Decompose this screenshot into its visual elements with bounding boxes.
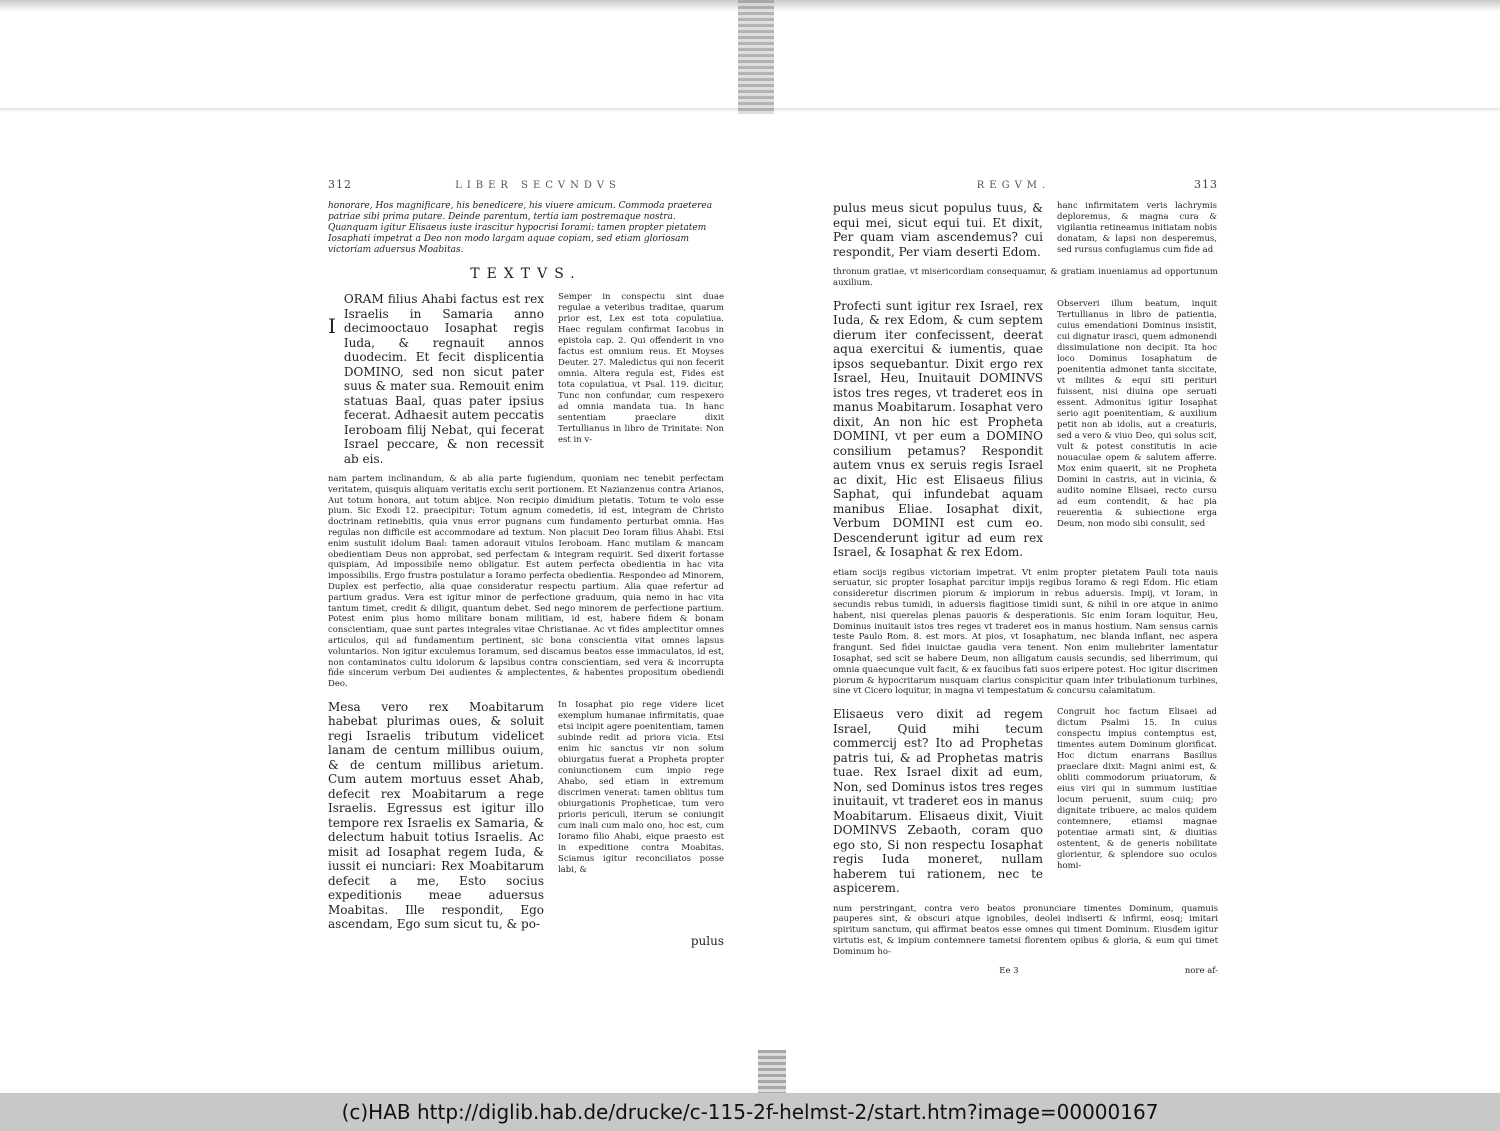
running-head-right — [833, 178, 1218, 191]
binding-gutter-bottom — [758, 1050, 786, 1094]
commentary-column: Semper in conspectu sint duae regulae a veteribus traditae, quarum prior est, Lex est tota copulatiua. Haec regulam confirmat Iacobus in epistola cap. 2. Qui offenderit in vno factus est omnium reus. Et Moyses Deuter. 27. Maledictus qui non fecerit omnia. Altera regula est, Fides est tota copulatiua, vt Psal. 119. dicitur, Tunc non confundar, cum respexero ad omnia mandata tua. In hanc sententiam praeclare dixit Tertullianus in libro de Trinitate: Non est in v- — [558, 292, 724, 445]
biblical-text: Mesa vero rex Moabitarum habebat plurimas oues, & soluit regi Israelis tributum videlicet lanam de centum millibus ouium, & de centum millibus arietum. Cum autem mortuus esset Ahab, defecit rex Moabitarum a rege Israelis. Egressus est igitur illo tempore rex Israelis ex Samaria, & delectum habuit totius Israelis. Ac misit ad Iosaphat regem Iuda, & iussit ei nunciari: Rex Moabitarum defecit a me, Esto socius expeditionis meae aduersus Moabitas. Ille respondit, Ego ascendam, Ego sum sicut tu, & po- — [328, 699, 544, 932]
intro-paragraph: honorare, Hos magnificare, his benedicere, his viuere amicum. Commoda praeterea patriae sibi prima putare. Deinde parentum, tertia iam postremaque nostra. Quanquam igitur Elisaeus iuste irascitur hypocrisi Iorami: tamen propter pietatem Iosaphati impetrat a Deo non modo largam aquae copiam, sed etiam gloriosam victoriam aduersus Moabitas. — [328, 201, 713, 255]
commentary-column: hanc infirmitatem veris lachrymis deploremus, & magna cura & vigilantia retineamus initiatam nobis donatam, & lapsi non desperemus, sed rursus confugiamus cum fide ad — [1057, 201, 1217, 255]
footer-credit-bar — [0, 1093, 1500, 1131]
commentary-full-width: nam partem inclinandum, & ab alia parte fugiendum, quoniam nec tenebit perfectam veritatem, quisquis aliquam veritatis exclu serit portionem. Et Nazianzenus contra Arianos, Aut totum honora, aut totum abijce. Non recipio dimidium pietatis. Totum te volo esse pium. Sic Exodi 12. praecipitur: Totum agnum comedetis, id est, integram de Christo doctrinam retinebitis, quia vnus error pugnans cum fundamento perturbat omnia. Has regulas non difficile est accommodare ad textum. Non placuit Deo Ioram filius Ahabi. Etsi enim sustulit idolum Baal: tamen adorauit vitulos Ieroboam. Hanc mutilam & mancam obedientiam Deus non approbat, sed perfectam & integram requirit. Sed dixerit fortasse quispiam, Ad impossibile nemo obligatur. Est autem perfecta obedientia in hac vita impossibilis. Ergo frustra postulatur a Ioramo perfecta obedientia. Respondeo ad Minorem, Duplex est perfectio, alia quae consideratur respectu partium. Alia quae refertur ad partium gradus. Vera est igitur minor de perfectione graduum, quia nemo in hac vita tantum timet, credit & diligit, quantum debet. Sed nego minorem de perfectione partium. Potest enim pius homo militare bonam militiam, id est, habere fidem & bonam conscientiam, quae sunt partes integrales vitae Christianae. Ac vt fides amplectitur omnes articulos, qui ad fundamentum pertinent, sic bona conscientia vitat omnes lapsus voluntarios. Non igitur exculemus Ioramum, sed discamus beatos esse immaculatos, id est, non contaminatos cultu idolorum & lapsibus contra conscientiam, sed vera & incorrupta fide sincerum verbum Dei audientes & amplectentes, & habentes propositum obediendi Deo. — [328, 474, 724, 690]
text-block-3 — [833, 707, 1218, 896]
commentary-full-width: num perstringant, contra vero beatos pronunciare timentes Dominum, quamuis pauperes sint, & obscuri atque ignobiles, deolei indiserti & infirmi, eosq; imitari spiritum sanctum, qui affirmat beatos esse omnes qui timent Dominum. Eiusdem igitur virtutis est, & impium contemnere tametsi florentem opibus & gloria, & eum qui timet Dominum ho- — [833, 903, 1218, 957]
running-head-title: REGVM. — [976, 180, 1051, 191]
right-page — [833, 178, 1218, 976]
text-block-2 — [833, 299, 1218, 560]
text-column — [328, 292, 544, 466]
running-head-left — [328, 178, 724, 191]
commentary-full-width: thronum gratiae, vt misericordiam consequamur, & gratiam inueniamus ad opportunum auxilium. — [833, 267, 1218, 288]
left-page — [328, 178, 724, 948]
biblical-text: Profecti sunt igitur rex Israel, rex Iuda, & rex Edom, & cum septem dierum iter confecissent, deerat aqua exercitui & iumentis, quae ipsos sequebantur. Dixit ergo rex Israel, Heu, Inuitauit DOMINVS istos tres reges, vt traderet eos in manus Moabitarum. Iosaphat vero dixit, An non hic est Propheta DOMINI, vt per eum a DOMINO consilium petamus? Respondit autem vnus ex seruis regis Israel ac dixit, Hic est Elisaeus filius Saphat, qui infundebat aquam manibus Eliae. Iosaphat dixit, Verbum DOMINI est cum eo. Descenderunt igitur ad eum rex Israel, & Iosaphat & rex Edom. — [833, 298, 1043, 560]
text-block-2 — [328, 700, 724, 932]
section-heading: TEXTVS. — [470, 266, 582, 282]
biblical-text: pulus meus sicut populus tuus, & equi mei, sicut equi tui. Et dixit, Per quam viam ascendemus? cui respondit, Per viam deserti Edom. — [833, 201, 1043, 259]
commentary-column: In Iosaphat pio rege videre licet exemplum humanae infirmitatis, quae etsi incipit agere poenitentiam, tamen subinde redit ad priora vicia. Etsi enim hic sanctus vir non solum obiurgatus fuerat a Propheta propter coniunctionem cum impio rege Ahabo, sed etiam in extremum discrimen venerat: tamen oblitus tum obiurgationis Propheticae, tum vero prioris periculi, iterum se coniungit cum inali cum malo ono, hoc est, cum Ioramo filio Ahabi, eique praesto est in expeditione contra Moabitas. Sciamus igitur reconciliatos posse labi, & — [558, 699, 724, 875]
footer-credit: (c)HAB http://diglib.hab.de/drucke/c-115-2f-helmst-2/start.htm?image=00000167 — [341, 1100, 1159, 1124]
commentary-full-width: etiam socijs regibus victoriam impetrat. Vt enim propter pietatem Pauli tota nauis seruatur, sic propter Iosaphat parcitur impijs regibus Ioramo & regi Edom. Hic etiam consideretur discrimen piorum & impiorum in rebus aduersis. Impij, vt Ioram, in secundis rebus tumidi, in aduersis flagitiose timidi sunt, & nihil in ore atque in animo habent, nisi querelas plenas pauoris & desperationis. Sic enim Ioram loquitur, Heu, Dominus inuitauit istos tres reges vt traderet eos in manus hostium. Nam sensus carnis teste Paulo Rom. 8. est mors. At pios, vt Iosaphatum, nec blanda inflant, nec aspera frangunt. Sed fidei inuictae gaudia vera tenent. Non enim muliebriter lamentatur Iosaphat, sed scit se habere Deum, non alligatum causis secundis, sed liberrimum, qui omnia quaecunque vult facit, & ex faucibus fati suos eripere potest. Hoc igitur discrimen piorum & hypocritarum nusquam clarius conspicitur quam inter tribulationum turbines, sine vt Cicero loquitur, in magna vi tempestatum & concursu calamitatum. — [833, 567, 1218, 697]
text-block-1 — [833, 201, 1218, 259]
page-number: 313 — [1194, 178, 1218, 191]
commentary-column: Observeri illum beatum, inquit Tertullianus in libro de patientia, cuius emendationi Dominus insistit, cui dignatur irasci, quem admonendi dissimulatione non decipit. Ita hoc loco Dominus Iosaphatum de poenitentia admonet tanta siccitate, vt milites & equi siti perituri fuissent, nisi diuina ope seruati essent. Admonitus igitur Iosaphat serio agit poenitentiam, & auxilium petit non ab idolis, aut a creaturis, sed a vero & viuo Deo, qui solus scit, vult & potest constitutis in acie nouaculae opem & salutem afferre. Mox enim quaerit, sit ne Propheta Domini in castris, aut in vicinia, & audito nomine Elisaei, recto cursu ad eum contendit, & hac pia reuerentia & subiectione erga Deum, non modo sibi consulit, sed — [1057, 298, 1217, 529]
page-number: 312 — [328, 178, 352, 191]
signature-line — [833, 966, 1218, 976]
biblical-text: Elisaeus vero dixit ad regem Israel, Quid mihi tecum commercij est? Ito ad Prophetas patris tui, & ad Prophetas matris tuae. Rex Israel dixit ad eum, Non, sed Dominus istos tres reges inuitauit, vt traderet eos in manus Moabitarum. Elisaeus dixit, Viuit DOMINVS Zebaoth, coram quo ego sto, Si non respectu Iosaphat regis Iuda moneret, nullam haberem tui rationem, nec te aspicerem. — [833, 707, 1043, 896]
commentary-column: Congruit hoc factum Elisaei ad dictum Psalmi 15. In cuius conspectu impius contemptus est, timentes autem Dominum glorificat. Hoc dictum enarrans Basilius praeclare dixit: Magni animi est, & obliti commodorum priuatorum, & eius viri qui in summum iustitiae locum peruenit, suum cuiq; pro dignitate tribuere, ac malos quidem contemnere, etiamsi magnae potentiae armati sint, & diuitias ostentent, & de generis nobilitate glorientur, & splendore suo oculos homi- — [1057, 707, 1217, 872]
biblical-text: ORAM filius Ahabi factus est rex Israelis in Samaria anno decimooctauo Iosaphat regis Iuda, & regnauit annos duodecim. Et fecit displicentia DOMINO, sed non sicut pater suus & mater sua. Remouit enim statuas Baal, quas pater ipsius fecerat. Adhaesit autem peccatis Ieroboam filij Nebat, qui fecerat Israel peccare, & non recessit ab eis. — [343, 292, 544, 466]
text-block-1 — [328, 292, 724, 466]
drop-cap: I — [328, 314, 336, 338]
running-head-title: LIBER SECVNDVS — [455, 180, 621, 191]
catchword: nore af- — [1184, 965, 1218, 976]
catchword: pulus — [690, 933, 724, 948]
binding-gutter-top — [738, 0, 774, 114]
signature-mark: Ee 3 — [999, 965, 1019, 976]
